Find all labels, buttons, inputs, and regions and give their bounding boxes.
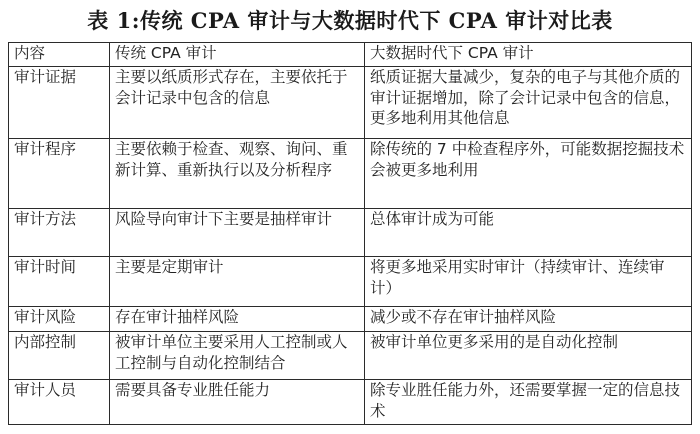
comparison-table <box>8 42 692 425</box>
row-label: 审计风险 <box>9 307 110 332</box>
table-title: 表 1:传统 CPA 审计与大数据时代下 CPA 审计对比表 <box>87 8 613 33</box>
table-row <box>9 332 692 380</box>
traditional-cell: 主要以纸质形式存在，主要依托于会计记录中包含的信息 <box>110 67 365 139</box>
traditional-cell: 风险导向审计下主要是抽样审计 <box>110 209 365 257</box>
row-label: 审计证据 <box>9 67 110 139</box>
traditional-cell: 需要具备专业胜任能力 <box>110 380 365 425</box>
traditional-cell: 存在审计抽样风险 <box>110 307 365 332</box>
header-traditional: 传统 CPA 审计 <box>110 43 365 67</box>
big-data-cell: 将更多地采用实时审计（持续审计、连续审计） <box>365 257 692 307</box>
header-content: 内容 <box>9 43 110 67</box>
table-row <box>9 307 692 332</box>
table-row <box>9 139 692 209</box>
row-label: 审计方法 <box>9 209 110 257</box>
table-row <box>9 209 692 257</box>
table-header-row <box>9 43 692 67</box>
big-data-cell: 除传统的 7 中检查程序外，可能数据挖掘技术会被更多地利用 <box>365 139 692 209</box>
traditional-cell: 被审计单位主要采用人工控制或人工控制与自动化控制结合 <box>110 332 365 380</box>
row-label: 审计人员 <box>9 380 110 425</box>
big-data-cell: 减少或不存在审计抽样风险 <box>365 307 692 332</box>
table-row <box>9 257 692 307</box>
traditional-cell: 主要依赖于检查、观察、询问、重新计算、重新执行以及分析程序 <box>110 139 365 209</box>
traditional-cell: 主要是定期审计 <box>110 257 365 307</box>
row-label: 审计程序 <box>9 139 110 209</box>
big-data-cell: 被审计单位更多采用的是自动化控制 <box>365 332 692 380</box>
big-data-cell: 纸质证据大量减少，复杂的电子与其他介质的审计证据增加，除了会计记录中包含的信息，更多地利用其他信息 <box>365 67 692 139</box>
table-row <box>9 67 692 139</box>
table-row <box>9 380 692 425</box>
row-label: 审计时间 <box>9 257 110 307</box>
big-data-cell: 总体审计成为可能 <box>365 209 692 257</box>
header-big-data: 大数据时代下 CPA 审计 <box>365 43 692 67</box>
row-label: 内部控制 <box>9 332 110 380</box>
big-data-cell: 除专业胜任能力外，还需要掌握一定的信息技术 <box>365 380 692 425</box>
